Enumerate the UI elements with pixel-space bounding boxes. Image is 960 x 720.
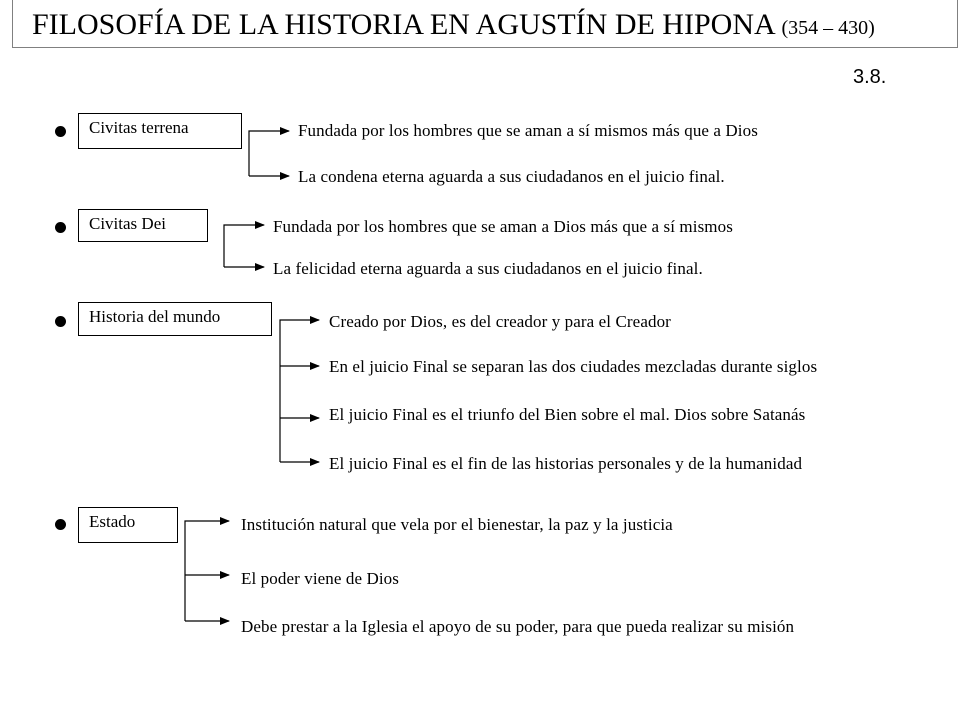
bullet-icon — [55, 126, 66, 137]
item-historia-1: Creado por Dios, es del creador y para el Creador — [329, 312, 671, 331]
item-estado-3: Debe prestar a la Iglesia el apoyo de su poder, para que pueda realizar su misión — [241, 617, 795, 636]
slide-number: 3.8. — [853, 66, 887, 88]
connector-estado — [185, 521, 229, 621]
title-years: (354 – 430) — [781, 17, 875, 39]
connector-civitas-dei — [224, 225, 264, 267]
item-historia-3: El juicio Final es el triunfo del Bien sobre el mal. Dios sobre Satanás — [329, 405, 806, 424]
item-estado-1: Institución natural que vela por el bienestar, la paz y la justicia — [241, 515, 673, 534]
concept-box-civitas-terrena: Civitas terrena — [78, 113, 242, 149]
item-historia-4: El juicio Final es el fin de las historias personales y de la humanidad — [329, 454, 803, 473]
item-estado-2: El poder viene de Dios — [241, 569, 399, 588]
item-historia-2: En el juicio Final se separan las dos ciudades mezcladas durante siglos — [329, 357, 818, 376]
bullet-icon — [55, 316, 66, 327]
connector-civitas-terrena — [249, 131, 289, 176]
item-civitas-dei-2: La felicidad eterna aguarda a sus ciudadanos en el juicio final. — [273, 259, 703, 278]
bullet-icon — [55, 222, 66, 233]
bullet-icon — [55, 519, 66, 530]
item-civitas-terrena-2: La condena eterna aguarda a sus ciudadanos en el juicio final. — [298, 167, 725, 186]
item-civitas-dei-1: Fundada por los hombres que se aman a Dios más que a sí mismos — [273, 217, 733, 236]
concept-box-historia-del-mundo: Historia del mundo — [78, 302, 272, 336]
concept-box-civitas-dei: Civitas Dei — [78, 209, 208, 242]
item-civitas-terrena-1: Fundada por los hombres que se aman a sí mismos más que a Dios — [298, 121, 758, 140]
title-text: FILOSOFÍA DE LA HISTORIA EN AGUSTÍN DE HIPONA — [32, 8, 774, 41]
concept-box-estado: Estado — [78, 507, 178, 543]
connector-historia-del-mundo — [280, 320, 319, 462]
